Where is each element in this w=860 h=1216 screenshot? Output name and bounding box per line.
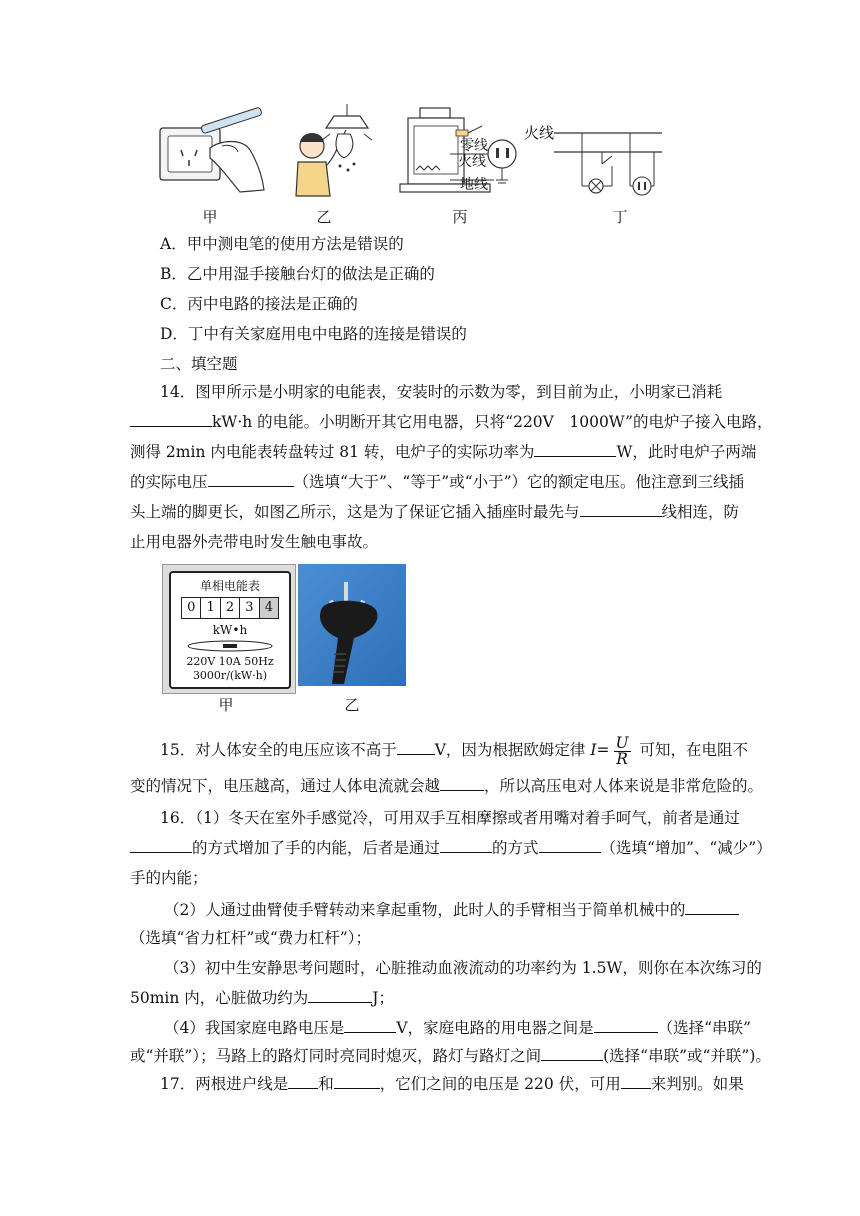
caption-yi: 乙 [316, 208, 332, 226]
q14-line-4: 的实际电压 （选填“大于”、“等于”或“小于”）它的额定电压。他注意到三线插 [130, 473, 745, 491]
meter-unit: kW•h [212, 623, 248, 637]
ohm-law-numerator: U [615, 733, 629, 752]
meter-digit: 2 [221, 598, 240, 618]
q17-blank-tool[interactable] [621, 1074, 651, 1089]
option-c: C．丙中电路的接法是正确的 [160, 295, 358, 313]
q14-blank-energy[interactable] [130, 412, 212, 427]
figure-yi-wet-hand-lamp [296, 104, 372, 196]
q16-blank-lever[interactable] [685, 900, 739, 915]
meter-display [181, 597, 279, 619]
caption-jia: 甲 [202, 208, 218, 226]
q16-blank-method-2[interactable] [440, 838, 492, 853]
q16-line-8: （4）我国家庭电路电压是 V，家庭电路的用电器之间是 （选择“串联” [164, 1019, 751, 1037]
q14-blank-wire[interactable] [580, 502, 662, 517]
meter-spec-rating: 220V 10A 50Hz [186, 655, 274, 668]
q16-blank-streetlight-connection[interactable] [541, 1046, 603, 1061]
q15-line-2: 变的情况下，电压越高，通过人体电流就会越 ，所以高压电对人体来说是非常危险的。 [130, 777, 764, 795]
q15-line-1: 15．对人体安全的电压应该不高于 V，因为根据欧姆定律 I= $\frac{U}{R}$ 可知，在电阻不 [160, 733, 749, 768]
bing-label-live: 火线 [458, 154, 486, 170]
meter-digit: 3 [240, 598, 259, 618]
caption-ding: 丁 [612, 208, 628, 226]
q16-blank-household-voltage[interactable] [344, 1018, 396, 1033]
q16-line-6: （3）初中生安静思考问题时，心脏推动血液流动的功率约为 1.5W，则你在本次练习的 [164, 959, 762, 977]
ding-label-live: 火线 [524, 124, 555, 142]
q14-blank-power[interactable] [534, 442, 616, 457]
q15-blank-safe-voltage[interactable] [397, 740, 435, 755]
q16-line-9: 或“并联”）；马路上的路灯同时亮同时熄灭，路灯与路灯之间 (选择“串联”或“并联”)。 [130, 1047, 771, 1065]
q17-blank-wire-1[interactable] [288, 1074, 318, 1089]
option-d: D．丁中有关家庭用电中电路的连接是错误的 [160, 325, 467, 343]
q16-line-4: （2）人通过曲臂使手臂转动来拿起重物，此时人的手臂相当于简单机械中的 [164, 900, 774, 920]
bing-label-neutral: 零线 [460, 138, 488, 154]
q14-line-1: 14．图甲所示是小明家的电能表，安装时的示数为零，到目前为止，小明家已消耗 [160, 383, 723, 401]
q14-line-2: kW·h 的电能。小明断开其它用电器，只将“220V 1000W”的电炉子接入电路， [130, 412, 740, 432]
q14-line-6: 止用电器外壳带电时发生触电事故。 [130, 533, 379, 551]
meter-spec-revs: 3000r/(kW·h) [192, 669, 268, 682]
q14-line-5: 头上端的脚更长，如图乙所示，这是为了保证它插入插座时最先与 线相连，防 [130, 503, 740, 521]
ohm-law-current: I [590, 741, 597, 759]
caption-bing: 丙 [452, 208, 468, 226]
electric-meter-figure [162, 564, 296, 694]
q14-line-3: 测得 2min 内电能表转盘转过 81 转，电炉子的实际功率为 W，此时电炉子两端 [130, 443, 757, 461]
q14-blank-voltage-compare[interactable] [208, 472, 294, 487]
q15-blank-current-trend[interactable] [440, 776, 484, 791]
safety-figures [150, 100, 680, 210]
bing-label-ground: 地线 [460, 177, 488, 193]
q16-line-3: 手的内能； [130, 869, 208, 887]
option-a: A．甲中测电笔的使用方法是错误的 [160, 235, 404, 253]
figure-bing-appliance-wiring [400, 108, 516, 193]
meter-digit: 0 [182, 598, 201, 618]
q17-blank-wire-2[interactable] [334, 1074, 380, 1089]
caption-plug-yi: 乙 [344, 696, 360, 714]
q16-line-7: 50min 内，心脏做功约为 J； [130, 989, 395, 1007]
figure-jia-socket-pen [160, 107, 264, 192]
q16-blank-method-1[interactable] [130, 838, 192, 853]
q16-line-1: 16．（1）冬天在室外手感觉冷，可用双手互相摩擦或者用嘴对着手呵气，前者是通过 [160, 809, 740, 827]
q17-line-1: 17．两根进户线是 和 ，它们之间的电压是 220 伏，可用 来判别。如果 [160, 1075, 744, 1093]
meter-dial-icon [183, 639, 277, 653]
q16-blank-work[interactable] [308, 988, 372, 1003]
ohm-law-equals: = [596, 741, 610, 759]
caption-meter-jia: 甲 [218, 696, 234, 714]
ohm-law-denominator: R [616, 749, 628, 768]
q16-blank-change[interactable] [539, 838, 601, 853]
meter-digit-decimal: 4 [260, 598, 278, 618]
section-title: 二、填空题 [160, 355, 238, 373]
figure-ding-household-circuit [524, 124, 662, 195]
q16-line-5: （选填“省力杠杆”或“费力杠杆”）； [130, 929, 371, 947]
meter-title: 单相电能表 [199, 579, 260, 593]
q16-blank-appliance-connection[interactable] [594, 1018, 658, 1033]
ohm-law-fraction [614, 733, 631, 768]
q16-line-2: 的方式增加了手的内能，后者是通过 的方式 （选填“增加”、“减少”） [130, 838, 740, 858]
three-pin-plug-photo [298, 564, 406, 686]
option-b: B．乙中用湿手接触台灯的做法是正确的 [160, 265, 435, 283]
meter-digit: 1 [201, 598, 220, 618]
